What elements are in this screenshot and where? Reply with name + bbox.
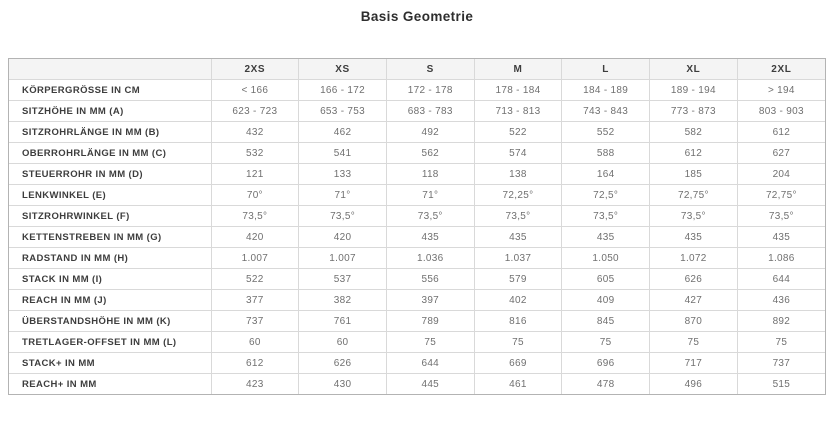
table-cell: 626: [650, 269, 738, 290]
row-label: REACH IN MM (J): [9, 290, 211, 311]
column-header: M: [474, 59, 562, 80]
table-cell: 803 - 903: [737, 101, 825, 122]
table-cell: 73,5°: [474, 206, 562, 227]
table-cell: 478: [562, 374, 650, 395]
table-cell: 427: [650, 290, 738, 311]
table-row: [9, 269, 825, 290]
table-cell: 73,5°: [299, 206, 387, 227]
table-cell: 435: [386, 227, 474, 248]
table-cell: 522: [211, 269, 299, 290]
table-row: [9, 80, 825, 101]
table-cell: 541: [299, 143, 387, 164]
corner-cell: [9, 59, 211, 80]
row-label: TRETLAGER-OFFSET IN MM (L): [9, 332, 211, 353]
table-row: [9, 164, 825, 185]
column-header: 2XL: [737, 59, 825, 80]
table-row: [9, 227, 825, 248]
table-cell: 612: [737, 122, 825, 143]
table-cell: 435: [562, 227, 650, 248]
table-cell: 773 - 873: [650, 101, 738, 122]
table-cell: 552: [562, 122, 650, 143]
row-label: SITZROHRWINKEL (F): [9, 206, 211, 227]
table-cell: 1.036: [386, 248, 474, 269]
table-cell: 166 - 172: [299, 80, 387, 101]
table-cell: 1.037: [474, 248, 562, 269]
table-cell: 75: [737, 332, 825, 353]
table-cell: 1.007: [211, 248, 299, 269]
table-cell: 75: [562, 332, 650, 353]
row-label: SITZHÖHE IN MM (A): [9, 101, 211, 122]
row-label: RADSTAND IN MM (H): [9, 248, 211, 269]
table-cell: 420: [299, 227, 387, 248]
table-cell: 75: [474, 332, 562, 353]
row-label: OBERROHRLÄNGE IN MM (C): [9, 143, 211, 164]
table-cell: 397: [386, 290, 474, 311]
row-label: KÖRPERGRÖSSE IN CM: [9, 80, 211, 101]
table-cell: 556: [386, 269, 474, 290]
table-cell: 73,5°: [562, 206, 650, 227]
table-cell: 204: [737, 164, 825, 185]
table-cell: 178 - 184: [474, 80, 562, 101]
table-cell: 717: [650, 353, 738, 374]
table-cell: 73,5°: [211, 206, 299, 227]
table-cell: 430: [299, 374, 387, 395]
table-cell: 892: [737, 311, 825, 332]
table-cell: 627: [737, 143, 825, 164]
row-label: SITZROHRLÄNGE IN MM (B): [9, 122, 211, 143]
table-cell: 445: [386, 374, 474, 395]
table-cell: 189 - 194: [650, 80, 738, 101]
table-cell: 402: [474, 290, 562, 311]
table-cell: 789: [386, 311, 474, 332]
table-cell: 1.072: [650, 248, 738, 269]
table-cell: 761: [299, 311, 387, 332]
column-header: XL: [650, 59, 738, 80]
table-cell: 185: [650, 164, 738, 185]
table-cell: 537: [299, 269, 387, 290]
table-cell: 73,5°: [386, 206, 474, 227]
table-cell: 73,5°: [737, 206, 825, 227]
table-row: [9, 206, 825, 227]
table-cell: 461: [474, 374, 562, 395]
table-cell: 737: [737, 353, 825, 374]
table-cell: 72,25°: [474, 185, 562, 206]
table-cell: 653 - 753: [299, 101, 387, 122]
row-label: STACK+ IN MM: [9, 353, 211, 374]
table-cell: 522: [474, 122, 562, 143]
table-cell: 737: [211, 311, 299, 332]
table-cell: 870: [650, 311, 738, 332]
table-cell: 75: [386, 332, 474, 353]
table-cell: 612: [211, 353, 299, 374]
table-cell: 164: [562, 164, 650, 185]
table-row: [9, 185, 825, 206]
table-cell: 72,75°: [737, 185, 825, 206]
table-cell: 644: [386, 353, 474, 374]
table-cell: 138: [474, 164, 562, 185]
table-cell: > 194: [737, 80, 825, 101]
table-cell: 73,5°: [650, 206, 738, 227]
table-row: [9, 143, 825, 164]
table-cell: 133: [299, 164, 387, 185]
table-row: [9, 374, 825, 395]
table-cell: 436: [737, 290, 825, 311]
table-cell: 432: [211, 122, 299, 143]
row-label: KETTENSTREBEN IN MM (G): [9, 227, 211, 248]
table-cell: 713 - 813: [474, 101, 562, 122]
table-cell: 71°: [386, 185, 474, 206]
table-cell: 60: [299, 332, 387, 353]
table-row: [9, 353, 825, 374]
table-cell: 683 - 783: [386, 101, 474, 122]
table-row: [9, 290, 825, 311]
table-cell: 515: [737, 374, 825, 395]
column-header: L: [562, 59, 650, 80]
table-cell: 377: [211, 290, 299, 311]
table-cell: 409: [562, 290, 650, 311]
table-cell: 184 - 189: [562, 80, 650, 101]
table-cell: 1.050: [562, 248, 650, 269]
table-cell: 574: [474, 143, 562, 164]
table-cell: 562: [386, 143, 474, 164]
table-cell: 72,75°: [650, 185, 738, 206]
header-row: [9, 59, 825, 80]
table-cell: 582: [650, 122, 738, 143]
table-cell: 605: [562, 269, 650, 290]
table-cell: 118: [386, 164, 474, 185]
row-label: ÜBERSTANDSHÖHE IN MM (K): [9, 311, 211, 332]
table-cell: 588: [562, 143, 650, 164]
table-row: [9, 248, 825, 269]
table-cell: 435: [737, 227, 825, 248]
geometry-table-body: [9, 80, 825, 395]
table-cell: 72,5°: [562, 185, 650, 206]
geometry-table-container: [8, 58, 826, 395]
table-cell: 612: [650, 143, 738, 164]
table-row: [9, 332, 825, 353]
table-cell: 172 - 178: [386, 80, 474, 101]
column-header: 2XS: [211, 59, 299, 80]
table-cell: 816: [474, 311, 562, 332]
table-cell: 462: [299, 122, 387, 143]
table-cell: 423: [211, 374, 299, 395]
row-label: STACK IN MM (I): [9, 269, 211, 290]
table-cell: 382: [299, 290, 387, 311]
table-cell: 696: [562, 353, 650, 374]
table-cell: 1.086: [737, 248, 825, 269]
table-cell: 669: [474, 353, 562, 374]
table-cell: 623 - 723: [211, 101, 299, 122]
row-label: STEUERROHR IN MM (D): [9, 164, 211, 185]
row-label: REACH+ IN MM: [9, 374, 211, 395]
table-cell: 532: [211, 143, 299, 164]
table-cell: 71°: [299, 185, 387, 206]
table-cell: < 166: [211, 80, 299, 101]
table-cell: 492: [386, 122, 474, 143]
table-cell: 121: [211, 164, 299, 185]
table-row: [9, 101, 825, 122]
row-label: LENKWINKEL (E): [9, 185, 211, 206]
table-cell: 420: [211, 227, 299, 248]
table-row: [9, 122, 825, 143]
table-cell: 743 - 843: [562, 101, 650, 122]
table-cell: 70°: [211, 185, 299, 206]
table-cell: 644: [737, 269, 825, 290]
column-header: XS: [299, 59, 387, 80]
table-cell: 626: [299, 353, 387, 374]
table-row: [9, 311, 825, 332]
table-cell: 845: [562, 311, 650, 332]
page-title: Basis Geometrie: [360, 9, 474, 24]
table-cell: 75: [650, 332, 738, 353]
table-cell: 496: [650, 374, 738, 395]
table-cell: 579: [474, 269, 562, 290]
table-cell: 1.007: [299, 248, 387, 269]
column-header: S: [386, 59, 474, 80]
table-cell: 435: [474, 227, 562, 248]
geometry-table: [9, 59, 825, 394]
table-cell: 435: [650, 227, 738, 248]
table-cell: 60: [211, 332, 299, 353]
